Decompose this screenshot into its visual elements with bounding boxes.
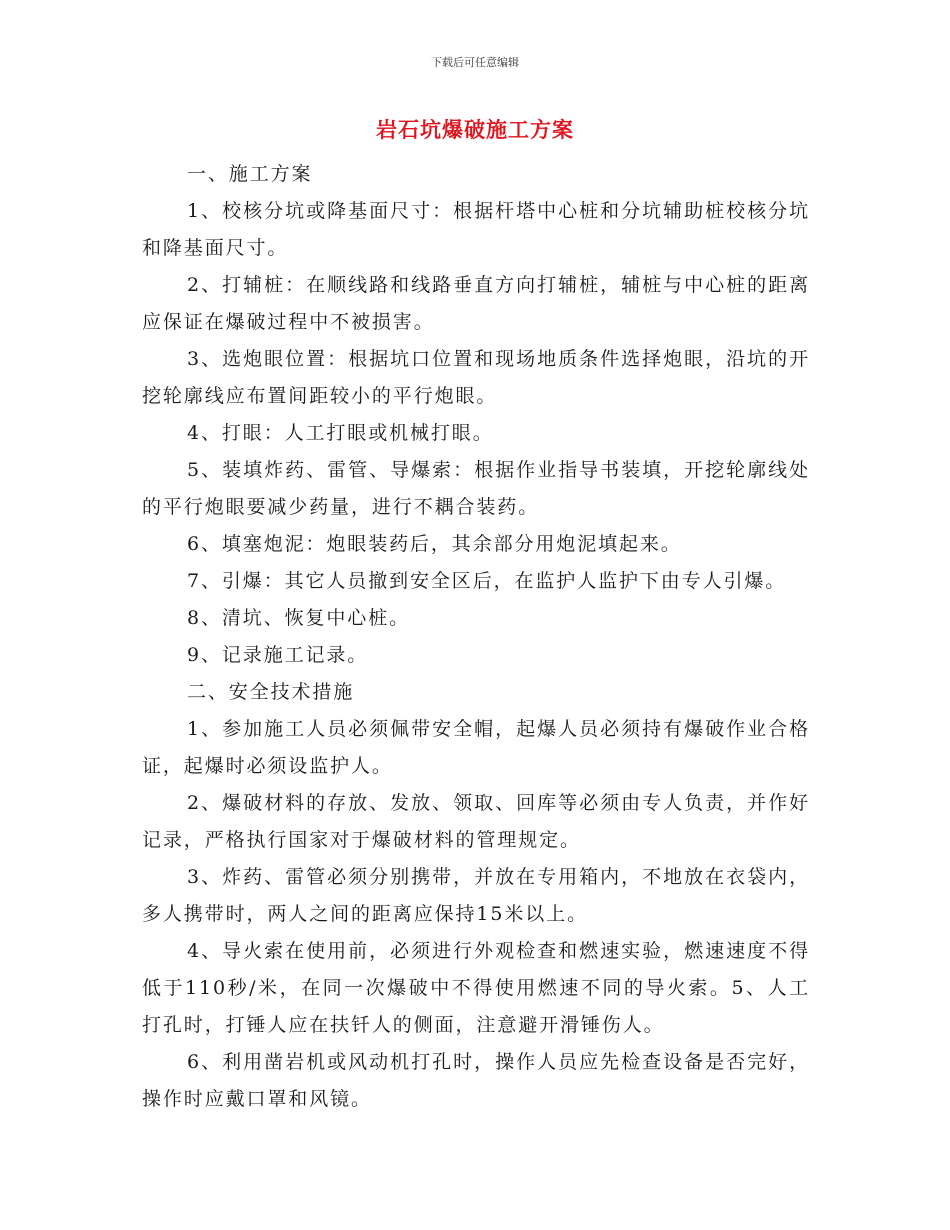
paragraph-rock-drill: 6、利用凿岩机或风动机打孔时，操作人员应先检查设备是否完好，操作时应戴口罩和风镜。 (142, 1051, 810, 1110)
header-note: 下载后可任意编辑 (431, 56, 519, 69)
paragraph-carrying-explosives: 3、炸药、雷管必须分别携带，并放在专用箱内，不地放在衣袋内，多人携带时，两人之间的距离应保持15米以上。 (142, 866, 810, 925)
paragraph-detonation: 7、引爆：其它人员撤到安全区后，在监护人监护下由专人引爆。 (187, 570, 787, 592)
paragraph-fuse-inspection: 4、导火索在使用前，必须进行外观检查和燃速实验，燃速速度不得低于110秒/米，在同一次爆破中不得使用燃速不同的导火索。5、人工打孔时，打锤人应在扶钎人的侧面，注意避开滑锤伤人。 (142, 940, 810, 1036)
paragraph-clear-pit: 8、清坑、恢复中心桩。 (187, 607, 410, 629)
paragraph-drilling: 4、打眼：人工打眼或机械打眼。 (187, 422, 494, 444)
document-body (142, 156, 810, 1118)
paragraph-materials-management: 2、爆破材料的存放、发放、领取、回库等必须由专人负责，并作好记录，严格执行国家对于爆破材料的管理规定。 (142, 792, 810, 851)
section-heading-construction-plan: 一、施工方案 (187, 163, 313, 185)
paragraph-safety-helmet: 1、参加施工人员必须佩带安全帽，起爆人员必须持有爆破作业合格证，起爆时必须设监护人。 (142, 718, 810, 777)
paragraph-blasthole-position: 3、选炮眼位置：根据坑口位置和现场地质条件选择炮眼，沿坑的开挖轮廓线应布置间距较小的平行炮眼。 (142, 348, 810, 407)
section-heading-safety-measures: 二、安全技术措施 (187, 681, 355, 703)
paragraph-verify-pit: 1、校核分坑或降基面尺寸：根据杆塔中心桩和分坑辅助桩校核分坑和降基面尺寸。 (142, 200, 810, 259)
paragraph-stemming: 6、填塞炮泥：炮眼装药后，其余部分用炮泥填起来。 (187, 533, 682, 555)
document-title: 岩石坑爆破施工方案 (376, 117, 574, 142)
paragraph-record: 9、记录施工记录。 (187, 644, 369, 666)
paragraph-auxiliary-stakes: 2、打辅桩：在顺线路和线路垂直方向打辅桩，辅桩与中心桩的距离应保证在爆破过程中不被损害。 (142, 274, 810, 333)
paragraph-charging: 5、装填炸药、雷管、导爆索：根据作业指导书装填，开挖轮廓线处的平行炮眼要减少药量，进行不耦合装药。 (142, 459, 810, 518)
